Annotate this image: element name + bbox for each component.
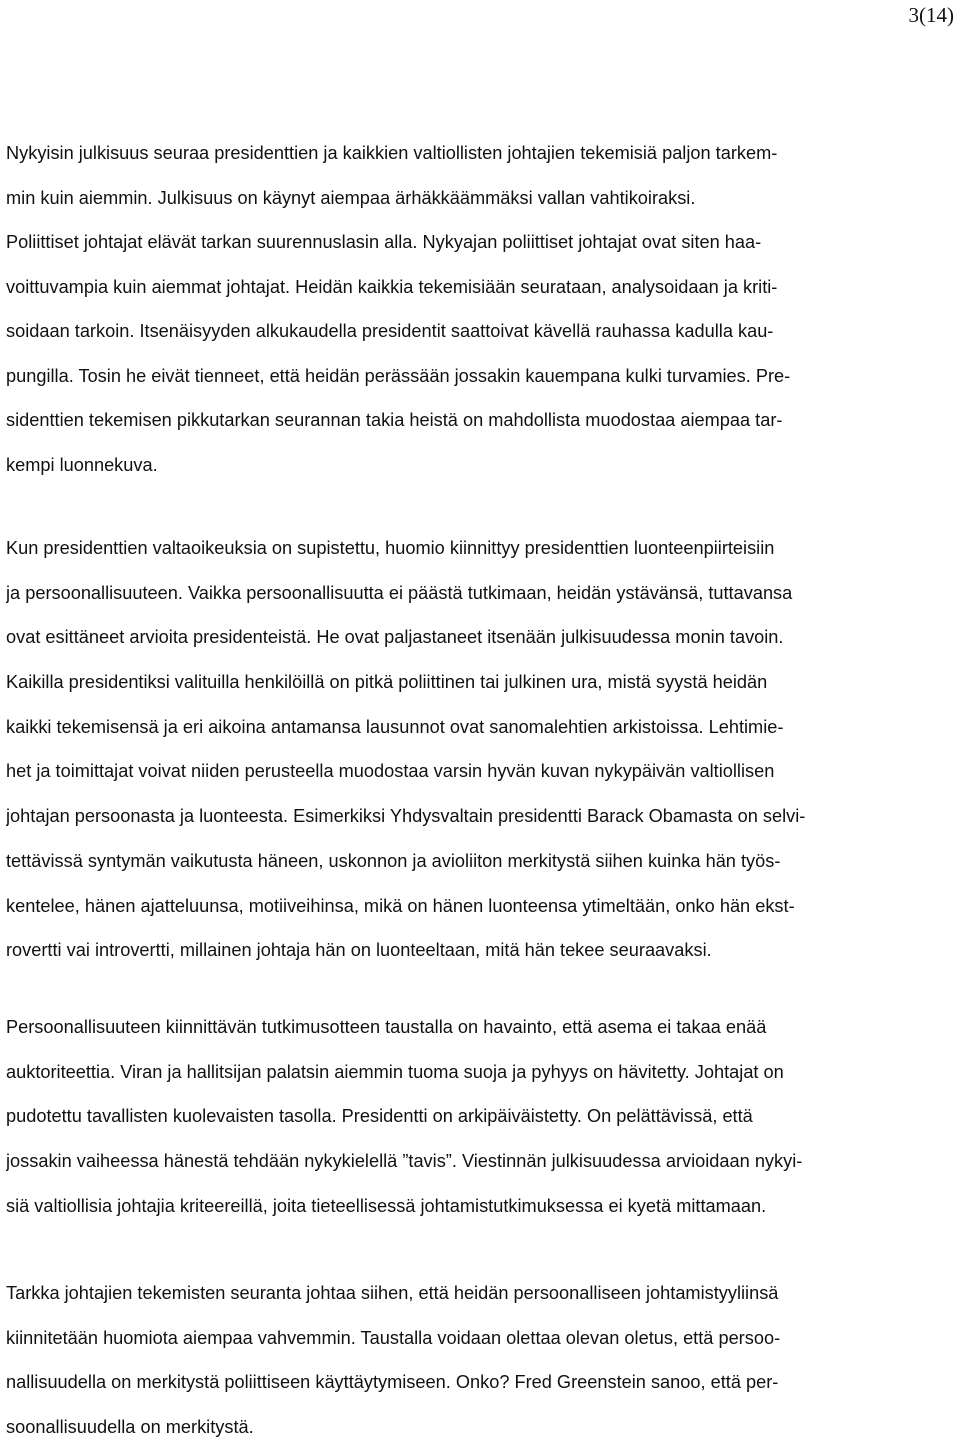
text-line: Persoonallisuuteen kiinnittävän tutkimusotteen taustalla on havainto, että asema ei takaa enää xyxy=(6,1017,767,1037)
paragraph-2 xyxy=(6,526,956,973)
paragraph-3 xyxy=(6,1005,956,1228)
text-line: kempi luonnekuva. xyxy=(6,454,158,475)
text-line: Poliittiset johtajat elävät tarkan suurennuslasin alla. Nykyajan poliittiset johtajat ovat siten haa- xyxy=(6,232,762,252)
paragraph-4 xyxy=(6,1271,956,1450)
text-line: auktoriteettia. Viran ja hallitsijan palatsin aiemmin tuoma suoja ja pyhyys on hävitetty. Johtajat on xyxy=(6,1061,784,1082)
text-line: kentelee, hänen ajatteluunsa, motiiveihinsa, mikä on hänen luonteensa ytimeltään, onko hän ekst- xyxy=(6,895,795,916)
text-line: Kun presidenttien valtaoikeuksia on supistettu, huomio kiinnittyy presidenttien luonteenpiirteisiin xyxy=(6,538,775,558)
text-line: nallisuudella on merkitystä poliittiseen käyttäytymiseen. Onko? Fred Greenstein sanoo, että per- xyxy=(6,1372,779,1393)
text-line: soidaan tarkoin. Itsenäisyyden alkukaudella presidentit saattoivat kävellä rauhassa kadulla kau- xyxy=(6,321,774,341)
text-line: het ja toimittajat voivat niiden perusteella muodostaa varsin hyvän kuvan nykypäivän valtiollisen xyxy=(6,761,775,782)
text-line: siä valtiollisia johtajia kriteereillä, joita tieteellisessä johtamistutkimuksessa ei kyetä mittamaan. xyxy=(6,1195,767,1216)
text-line: ja persoonallisuuteen. Vaikka persoonallisuutta ei päästä tutkimaan, heidän ystävänsä, tuttavansa xyxy=(6,582,793,603)
text-line: Nykyisin julkisuus seuraa presidenttien ja kaikkien valtiollisten johtajien tekemisiä paljon tarkem- xyxy=(6,143,778,163)
text-line: pungilla. Tosin he eivät tienneet, että heidän perässään jossakin kauempana kulki turvamies. Pre- xyxy=(6,365,791,386)
text-line: jossakin vaiheessa hänestä tehdään nykykielellä ”tavis”. Viestinnän julkisuudessa arvioidaan nykyi- xyxy=(6,1151,803,1172)
text-line: pudotettu tavallisten kuolevaisten tasolla. Presidentti on arkipäiväistetty. On pelättävissä, että xyxy=(6,1106,753,1127)
text-line: rovertti vai introvertti, millainen johtaja hän on luonteeltaan, mitä hän tekee seuraavaksi. xyxy=(6,940,712,961)
text-line: soonallisuudella on merkitystä. xyxy=(6,1417,254,1438)
text-line: kaikki tekemisensä ja eri aikoina antamansa lausunnot ovat sanomalehtien arkistoissa. Lehtimie- xyxy=(6,716,784,737)
text-line: voittuvampia kuin aiemmat johtajat. Heidän kaikkia tekemisiään seurataan, analysoidaan ja kriti- xyxy=(6,276,778,297)
text-line: Kaikilla presidentiksi valituilla henkilöillä on pitkä poliittinen tai julkinen ura, mistä syystä heidän xyxy=(6,672,768,693)
text-line: johtajan persoonasta ja luonteesta. Esimerkiksi Yhdysvaltain presidentti Barack Obamasta on selvi- xyxy=(6,806,806,827)
text-line: kiinnitetään huomiota aiempaa vahvemmin. Taustalla voidaan olettaa olevan oletus, että persoo- xyxy=(6,1327,781,1348)
text-line: sidenttien tekemisen pikkutarkan seurannan takia heistä on mahdollista muodostaa aiempaa tar- xyxy=(6,410,783,430)
text-line: ovat esittäneet arvioita presidenteistä. He ovat paljastaneet itsenään julkisuudessa monin tavoin. xyxy=(6,627,784,648)
text-line: min kuin aiemmin. Julkisuus on käynyt aiempaa ärhäkkäämmäksi vallan vahtikoiraksi. xyxy=(6,187,696,208)
page-number: 3(14) xyxy=(908,3,954,27)
text-line: tettävissä syntymän vaikutusta häneen, uskonnon ja avioliiton merkitystä siihen kuinka hän työs- xyxy=(6,850,781,871)
text-line: Tarkka johtajien tekemisten seuranta johtaa siihen, että heidän persoonalliseen johtamistyyliinsä xyxy=(6,1283,779,1303)
paragraph-1 xyxy=(6,131,956,487)
